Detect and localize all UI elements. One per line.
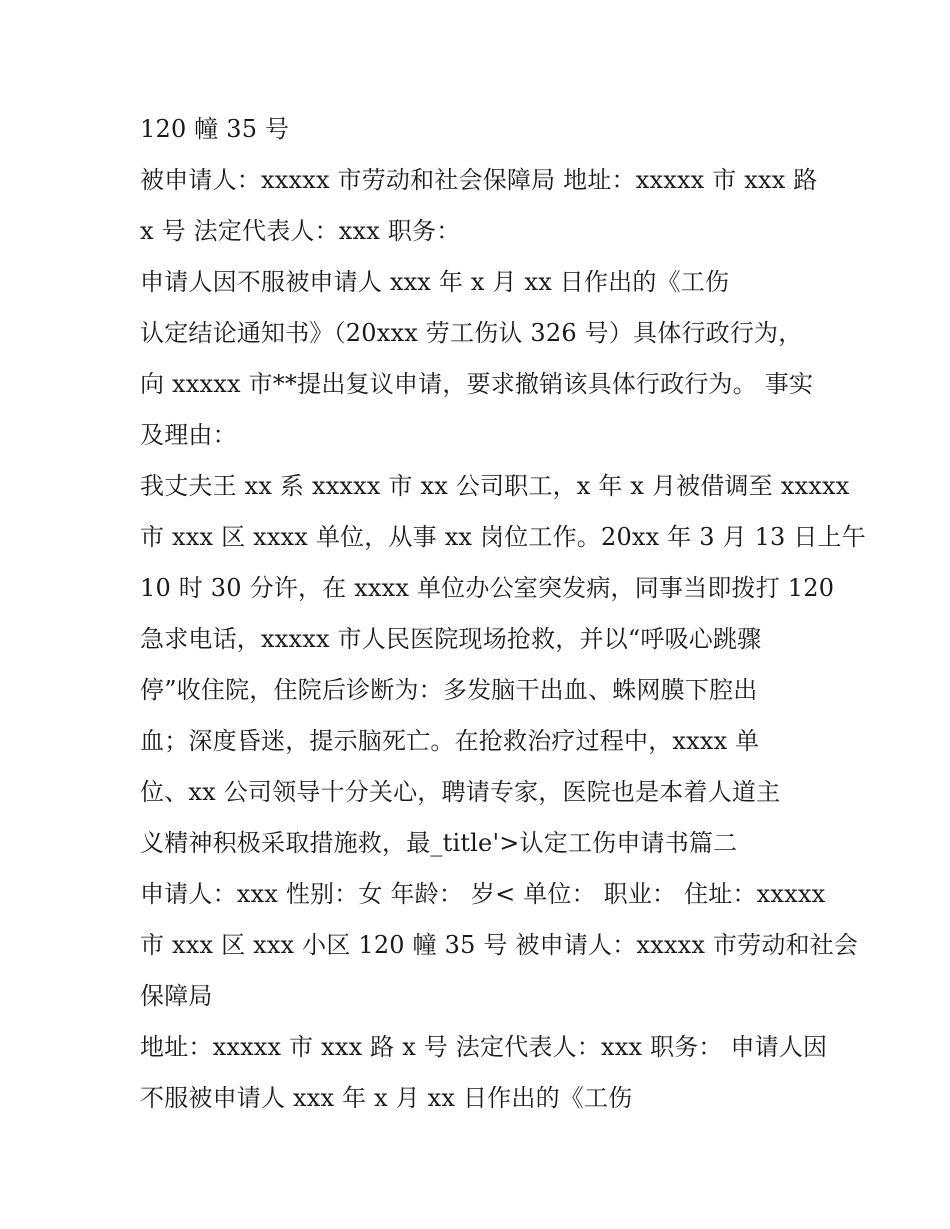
text-line: 位、xx 公司领导十分关心，聘请专家，医院也是本着人道主 xyxy=(140,778,781,806)
text-line: 市 xxx 区 xxxx 单位，从事 xx 岗位工作。20xx 年 3 月 13 日上午 xyxy=(140,523,866,551)
text-line: 义精神积极采取措施救，最_title'>认定工伤申请书篇二 xyxy=(140,829,738,857)
document-body xyxy=(140,104,866,1124)
text-line: 血；深度昏迷，提示脑死亡。在抢救治疗过程中，xxxx 单 xyxy=(140,727,760,755)
text-line: 10 时 30 分许，在 xxxx 单位办公室突发病，同事当即拨打 120 xyxy=(140,574,835,602)
text-line: 申请人因不服被申请人 xxx 年 x 月 xx 日作出的《工伤 xyxy=(140,268,730,296)
text-line: 120 幢 35 号 xyxy=(140,115,290,143)
text-line: 申请人：xxx 性别：女 年龄： 岁< 单位： 职业： 住址：xxxxx xyxy=(140,880,826,908)
text-line: x 号 法定代表人：xxx 职务： xyxy=(140,217,461,245)
text-line: 被申请人：xxxxx 市劳动和社会保障局 地址：xxxxx 市 xxx 路 xyxy=(140,166,818,194)
text-line: 向 xxxxx 市**提出复议申请，要求撤销该具体行政行为。 事实 xyxy=(140,370,814,398)
text-line: 不服被申请人 xxx 年 x 月 xx 日作出的《工伤 xyxy=(140,1084,633,1112)
text-line: 我丈夫王 xx 系 xxxxx 市 xx 公司职工，x 年 x 月被借调至 xxxxx xyxy=(140,472,850,500)
text-line: 急求电话，xxxxx 市人民医院现场抢救，并以“呼吸心跳骤 xyxy=(140,625,762,653)
text-line: 认定结论通知书》（20xxx 劳工伤认 326 号）具体行政行为， xyxy=(140,319,803,347)
text-line: 市 xxx 区 xxx 小区 120 幢 35 号 被申请人：xxxxx 市劳动和社会 xyxy=(140,931,859,959)
text-line: 保障局 xyxy=(140,982,213,1010)
text-line: 地址：xxxxx 市 xxx 路 x 号 法定代表人：xxx 职务： 申请人因 xyxy=(140,1033,828,1061)
text-line: 及理由： xyxy=(140,421,237,449)
text-line: 停”收住院，住院后诊断为：多发脑干出血、蛛网膜下腔出 xyxy=(140,676,758,704)
